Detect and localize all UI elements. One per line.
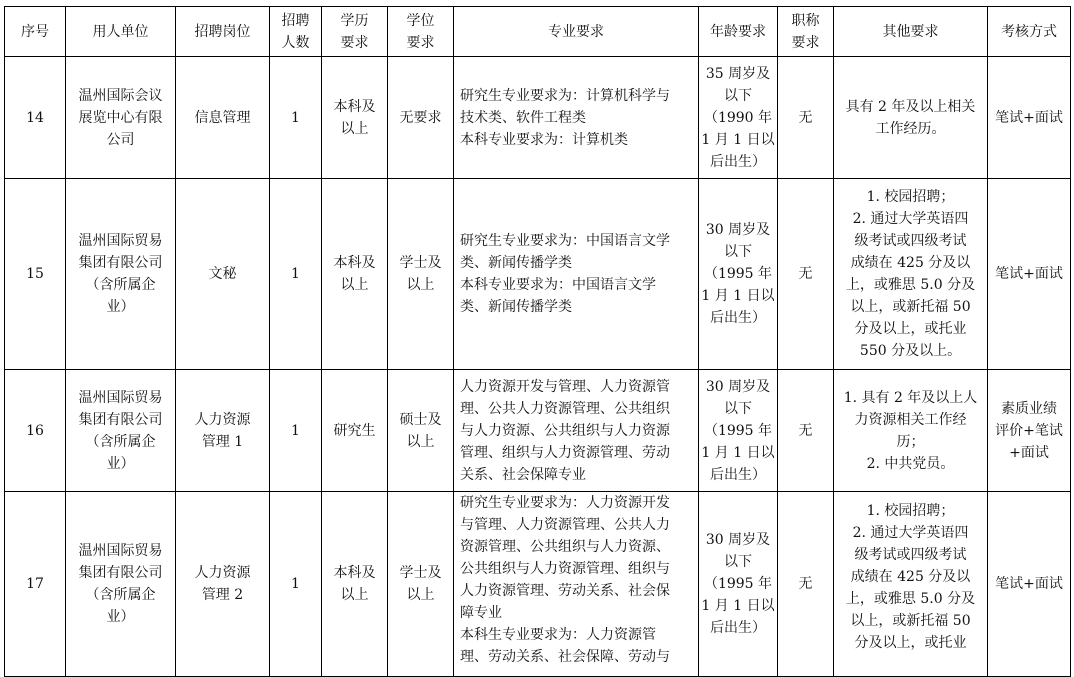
cell-other — [834, 57, 988, 179]
cell-title: 无 — [778, 492, 834, 677]
cell-line: 学士及 — [399, 565, 442, 581]
cell-line: 管理 1 — [201, 433, 244, 450]
cell-no: 14 — [5, 57, 66, 179]
cell-line: 温州国际贸易 — [78, 233, 163, 249]
cell-line: 以下 — [724, 244, 752, 260]
cell-line: 以上 — [340, 277, 369, 293]
cell-line: 本科专业要求为：中国语言文学 — [460, 277, 656, 293]
table-body — [5, 57, 1071, 677]
cell-education — [322, 370, 388, 492]
header-degree — [388, 7, 454, 57]
cell-line: 30 周岁及 — [705, 378, 771, 395]
cell-clip — [460, 492, 694, 668]
cell-line: 笔试+面试 — [995, 576, 1063, 592]
cell-degree — [388, 370, 454, 492]
cell-line: 硕士及 — [399, 411, 442, 428]
cell-line: 以下 — [724, 400, 752, 417]
cell-line: 上，或雅思 5.0 分及 — [845, 591, 976, 607]
cell-line: （含所属企 — [85, 587, 156, 603]
cell-employer — [66, 57, 176, 179]
cell-line: 笔试+面试 — [995, 109, 1063, 126]
cell-exam — [988, 492, 1071, 677]
cell-line: 后出生） — [710, 620, 766, 636]
cell-line: 工作经历。 — [875, 120, 946, 137]
table-row — [5, 370, 1071, 492]
table-row — [5, 57, 1071, 179]
cell-line: 以上，或新托福 50 — [850, 613, 971, 629]
cell-line: 1. 校园招聘； — [866, 189, 955, 205]
cell-line: 成绩在 425 分及以 — [850, 255, 971, 271]
cell-line: 1. 具有 2 年及以上人 — [843, 389, 978, 406]
header-title-line: 要求 — [791, 34, 820, 51]
cell-line: 温州国际会议 — [78, 87, 163, 104]
cell-line: 公共组织与人力资源管理、组织与 — [460, 561, 670, 577]
cell-line: 技术类、软件工程类 — [460, 109, 586, 126]
header-education-line: 学历 — [340, 12, 369, 29]
cell-line: 展览中心有限 — [78, 109, 163, 126]
header-major: 专业要求 — [454, 7, 699, 57]
cell-line: 研究生专业要求为：人力资源开发 — [460, 495, 670, 511]
cell-line: 以上 — [406, 433, 435, 450]
cell-line: 类、新闻传播学类 — [460, 255, 572, 271]
cell-line: 学士及 — [399, 255, 442, 271]
cell-line: 公司 — [106, 131, 135, 148]
cell-line: 类、新闻传播学类 — [460, 299, 572, 315]
cell-line: （1995 年 — [703, 266, 773, 282]
cell-line: 成绩在 425 分及以 — [850, 569, 971, 585]
header-count-line: 人数 — [281, 34, 310, 51]
cell-education — [322, 492, 388, 677]
cell-degree — [388, 492, 454, 677]
cell-line: 与人力资源、公共组织与人力资源 — [460, 422, 670, 439]
cell-position — [176, 370, 270, 492]
cell-position — [176, 492, 270, 677]
cell-line: 力资源相关工作经 — [854, 411, 967, 428]
cell-title: 无 — [778, 179, 834, 370]
cell-no: 16 — [5, 370, 66, 492]
header-degree-line: 学位 — [406, 12, 435, 29]
header-position: 招聘岗位 — [176, 7, 270, 57]
cell-line: 本科专业要求为：计算机类 — [460, 131, 628, 148]
header-count — [270, 7, 322, 57]
cell-line: 集团有限公司 — [78, 411, 163, 428]
cell-exam — [988, 179, 1071, 370]
cell-line: 后出生） — [710, 310, 766, 326]
cell-line: 级考试或四级考试 — [854, 547, 967, 563]
cell-line: 本科及 — [333, 98, 376, 115]
cell-line: （含所属企 — [85, 433, 156, 450]
cell-line: 以下 — [724, 87, 752, 104]
recruitment-table — [4, 6, 1071, 677]
header-row — [5, 7, 1071, 57]
header-employer: 用人单位 — [66, 7, 176, 57]
cell-line: 研究生专业要求为：中国语言文学 — [460, 233, 670, 249]
cell-line: 评价+笔试 — [995, 422, 1063, 439]
cell-exam — [988, 370, 1071, 492]
cell-position — [176, 57, 270, 179]
cell-age — [699, 492, 778, 677]
header-title-line: 职称 — [791, 12, 820, 29]
cell-line: 1 月 1 日以 — [701, 288, 775, 304]
cell-line: 资源管理、公共组织与人力资源、 — [460, 539, 670, 555]
cell-line: 业） — [106, 299, 135, 315]
table-row — [5, 179, 1071, 370]
cell-line: 以上 — [340, 120, 369, 137]
cell-position — [176, 179, 270, 370]
cell-exam — [988, 57, 1071, 179]
cell-line: 级考试或四级考试 — [854, 233, 967, 249]
cell-line: 人力资源 — [194, 411, 251, 428]
cell-line: +面试 — [1009, 444, 1049, 461]
header-no: 序号 — [5, 7, 66, 57]
cell-no: 15 — [5, 179, 66, 370]
cell-line: 温州国际贸易 — [78, 543, 163, 559]
cell-line: 1 月 1 日以 — [701, 131, 775, 148]
cell-no: 17 — [5, 492, 66, 677]
cell-title: 无 — [778, 370, 834, 492]
cell-line: 研究生 — [333, 422, 376, 439]
cell-major — [454, 57, 699, 179]
header-degree-line: 要求 — [406, 34, 435, 51]
cell-line: （1995 年 — [703, 422, 773, 439]
cell-education — [322, 57, 388, 179]
cell-other — [834, 179, 988, 370]
header-title — [778, 7, 834, 57]
header-age: 年龄要求 — [699, 7, 778, 57]
cell-line: 30 周岁及 — [705, 532, 771, 548]
cell-line: 理、劳动关系、社会保障、劳动与 — [460, 649, 670, 665]
cell-line: （含所属企 — [85, 277, 156, 293]
cell-line: 以上 — [406, 277, 435, 293]
cell-major — [454, 492, 699, 677]
cell-line: 550 分及以上。 — [859, 343, 962, 359]
cell-line: 上，或雅思 5.0 分及 — [845, 277, 976, 293]
cell-line: 集团有限公司 — [78, 565, 163, 581]
cell-line: （1990 年 — [703, 109, 773, 126]
cell-count: 1 — [270, 179, 322, 370]
cell-age — [699, 179, 778, 370]
cell-age — [699, 370, 778, 492]
cell-line: 本科及 — [333, 255, 376, 271]
cell-other — [834, 370, 988, 492]
cell-line: 信息管理 — [194, 109, 251, 126]
cell-line: 1 月 1 日以 — [701, 598, 775, 614]
cell-count: 1 — [270, 492, 322, 677]
cell-line: 研究生专业要求为：计算机科学与 — [460, 87, 670, 104]
cell-clip — [836, 492, 985, 676]
cell-line: （1995 年 — [703, 576, 773, 592]
cell-line: 2. 通过大学英语四 — [852, 525, 969, 541]
cell-employer — [66, 179, 176, 370]
header-exam: 考核方式 — [988, 7, 1071, 57]
table-row — [5, 492, 1071, 677]
cell-line: 分及以上，或托业 — [854, 635, 967, 651]
cell-other — [834, 492, 988, 677]
cell-line: 以上，或新托福 50 — [850, 299, 971, 315]
cell-line: 障专业 — [460, 605, 502, 621]
cell-line: 管理、组织与人力资源管理、劳动 — [460, 444, 670, 461]
header-count-line: 招聘 — [281, 12, 310, 29]
cell-line: 无要求 — [399, 109, 442, 126]
header-education-line: 要求 — [340, 34, 369, 51]
header-education — [322, 7, 388, 57]
cell-line: 以下 — [724, 554, 752, 570]
cell-line: 历； — [896, 433, 925, 450]
cell-degree — [388, 179, 454, 370]
cell-line: 文秘 — [208, 266, 237, 282]
cell-employer — [66, 370, 176, 492]
cell-line: 具有 2 年及以上相关 — [845, 98, 976, 115]
cell-line: 本科生专业要求为：人力资源管 — [460, 627, 656, 643]
cell-line: 人力资源 — [194, 565, 251, 581]
cell-line: 人力资源开发与管理、人力资源管 — [460, 378, 670, 395]
cell-employer — [66, 492, 176, 677]
cell-major — [454, 179, 699, 370]
cell-line: 后出生） — [710, 466, 766, 483]
cell-line: 以上 — [406, 587, 435, 603]
cell-major — [454, 370, 699, 492]
cell-line: 与管理、人力资源管理、公共人力 — [460, 517, 670, 533]
cell-education — [322, 179, 388, 370]
cell-line: 后出生） — [710, 153, 766, 170]
cell-line: 关系、社会保障专业 — [460, 466, 586, 483]
cell-line: 本科及 — [333, 565, 376, 581]
cell-line: 分及以上，或托业 — [854, 321, 967, 337]
cell-count: 1 — [270, 370, 322, 492]
cell-line: 1. 校园招聘； — [866, 503, 955, 519]
cell-count: 1 — [270, 57, 322, 179]
cell-line: 业） — [106, 609, 135, 625]
cell-line: 35 周岁及 — [705, 65, 771, 82]
cell-line: 2. 通过大学英语四 — [852, 211, 969, 227]
cell-line: 人力资源管理、劳动关系、社会保 — [460, 583, 670, 599]
cell-line: 笔试+面试 — [995, 266, 1063, 282]
cell-title: 无 — [778, 57, 834, 179]
cell-line: 以上 — [340, 587, 369, 603]
cell-line: 温州国际贸易 — [78, 389, 163, 406]
cell-line: 素质业绩 — [1001, 400, 1057, 417]
cell-line: 30 周岁及 — [705, 222, 771, 238]
cell-line: 业） — [106, 455, 135, 472]
cell-line: 管理 2 — [201, 587, 244, 603]
cell-degree — [388, 57, 454, 179]
header-other: 其他要求 — [834, 7, 988, 57]
cell-line: 理、公共人力资源管理、公共组织 — [460, 400, 670, 417]
cell-line: 集团有限公司 — [78, 255, 163, 271]
cell-age — [699, 57, 778, 179]
cell-line: 2. 中共党员。 — [866, 455, 955, 472]
cell-line: 1 月 1 日以 — [701, 444, 775, 461]
